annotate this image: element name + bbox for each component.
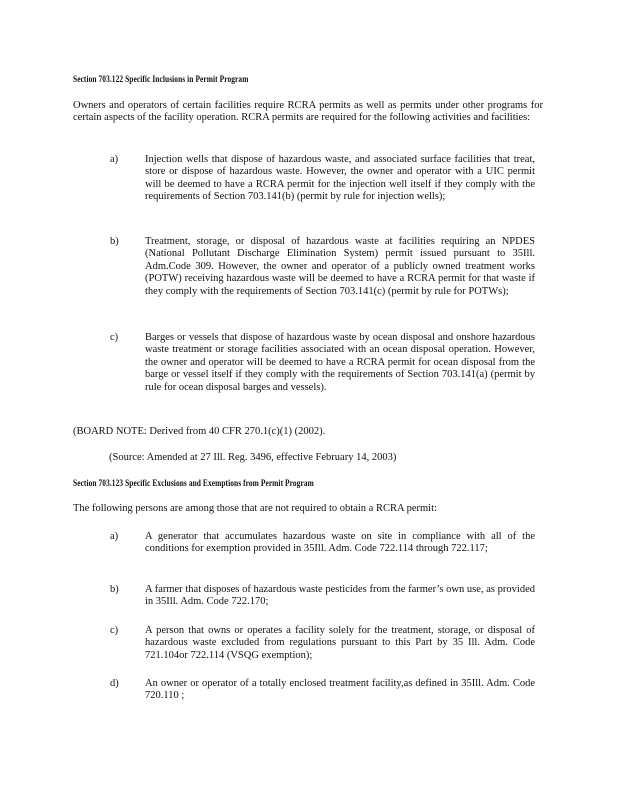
item-text: Treatment, storage, or disposal of hazardous waste at facilities requiring an NPDES (National Pollutant Discharge Elimination System) permit issued pursuant to 35Ill. Adm.Code 309. However, the owner and operator of a publicly owned treatment works (POTW) receiving hazardous waste will be deemed to have a RCRA permit for that waste if they comply with the requirements of Section 703.141(c) (permit by rule for POTWs); — [145, 236, 535, 297]
item-label: c) — [110, 625, 119, 636]
section-intro: Owners and operators of certain facilities require RCRA permits as well as permits under other programs for certain aspects of the facility operation. RCRA permits are required for the following activities and facilities: — [73, 100, 543, 124]
item-text: A generator that accumulates hazardous waste on site in compliance with all of the conditions for exemption provided in 35Ill. Adm. Code 722.114 through 722.117; — [145, 531, 535, 555]
item-text: Injection wells that dispose of hazardous waste, and associated surface facilities that treat, store or dispose of hazardous waste. However, the owner and operator with a UIC permit will be deemed to have a RCRA permit for the injection well itself if they comply with the requirements of Section 703.141(b) (permit by rule for injection wells); — [145, 154, 535, 203]
item-label: d) — [110, 678, 119, 689]
section-heading: Section 703.122 Specific Inclusions in Permit Program — [73, 75, 249, 85]
item-label: c) — [110, 332, 119, 343]
item-label: b) — [110, 236, 119, 247]
item-text: Barges or vessels that dispose of hazardous waste by ocean disposal and onshore hazardous waste treatment or storage facilities associated with an ocean disposal operation. However, the owner and operator will be deemed to have a RCRA permit for ocean disposal from the barge or vessel itself if they comply with the requirements of Section 703.141(a) (permit by rule for ocean disposal barges and vessels). — [145, 332, 535, 393]
item-text: An owner or operator of a totally enclosed treatment facility,as defined in 35Ill. Adm. Code 720.110 ; — [145, 678, 535, 702]
board-note: (BOARD NOTE: Derived from 40 CFR 270.1(c)(1) (2002). — [73, 426, 326, 437]
item-label: a) — [110, 154, 119, 165]
source-note: (Source: Amended at 27 Ill. Reg. 3496, effective February 14, 2003) — [109, 452, 397, 463]
section-intro: The following persons are among those that are not required to obtain a RCRA permit: — [73, 503, 437, 514]
item-text: A farmer that disposes of hazardous waste pesticides from the farmer’s own use, as provided in 35Ill. Adm. Code 722.170; — [145, 584, 535, 608]
item-text: A person that owns or operates a facility solely for the treatment, storage, or disposal of hazardous waste excluded from regulations pursuant to this Part by 35 Ill. Adm. Code 721.104or 722.114 (VSQG exemption); — [145, 625, 535, 661]
item-label: a) — [110, 531, 119, 542]
item-label: b) — [110, 584, 119, 595]
section-heading: Section 703.123 Specific Exclusions and Exemptions from Permit Program — [73, 479, 314, 489]
